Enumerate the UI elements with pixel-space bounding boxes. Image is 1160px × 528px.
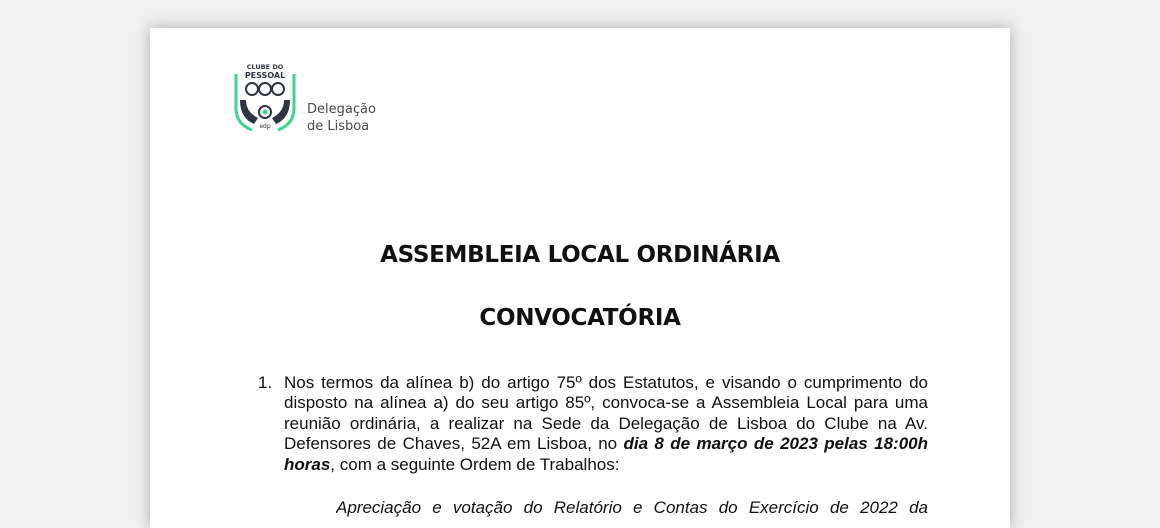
paragraph-line-4: [284, 434, 928, 454]
delegation-line1: Delegação: [307, 102, 376, 117]
meeting-date-text: dia 8 de março de 2023 pelas 18:00h: [623, 434, 928, 454]
club-name-line1: CLUBE DO: [246, 63, 284, 71]
delegation-name: [307, 101, 376, 135]
item-number: 1.: [258, 373, 273, 392]
paragraph-line: disposto na alínea a) do seu artigo 85º, convoca-se a Assembleia Local para uma: [284, 393, 928, 413]
delegation-line2: de Lisboa: [307, 119, 370, 134]
paragraph-text: Defensores de Chaves, 52A em Lisboa, no: [284, 434, 624, 454]
document-page: [150, 28, 1010, 528]
paragraph-line: reunião ordinária, a realizar na Sede da Delegação de Lisboa do Clube na Av.: [284, 413, 928, 433]
document-subtitle: CONVOCATÓRIA: [479, 305, 681, 331]
paragraph-text: , com a seguinte Ordem de Trabalhos:: [330, 454, 620, 474]
paragraph-line: Nos termos da alínea b) do artigo 75º dos Estatutos, e visando o cumprimento do: [284, 373, 928, 392]
document-title: ASSEMBLEIA LOCAL ORDINÁRIA: [380, 242, 780, 268]
club-name-line2: PESSOAL: [244, 71, 286, 80]
meeting-hours-text: horas: [284, 454, 331, 474]
item-paragraph: [284, 373, 928, 475]
paragraph-line-5: [284, 455, 928, 475]
club-emblem-icon: [230, 60, 300, 140]
edp-brand-text: edp: [259, 123, 271, 130]
agenda-item-partial: Apreciação e votação do Relatório e Contas do Exercício de 2022 da: [336, 498, 928, 517]
